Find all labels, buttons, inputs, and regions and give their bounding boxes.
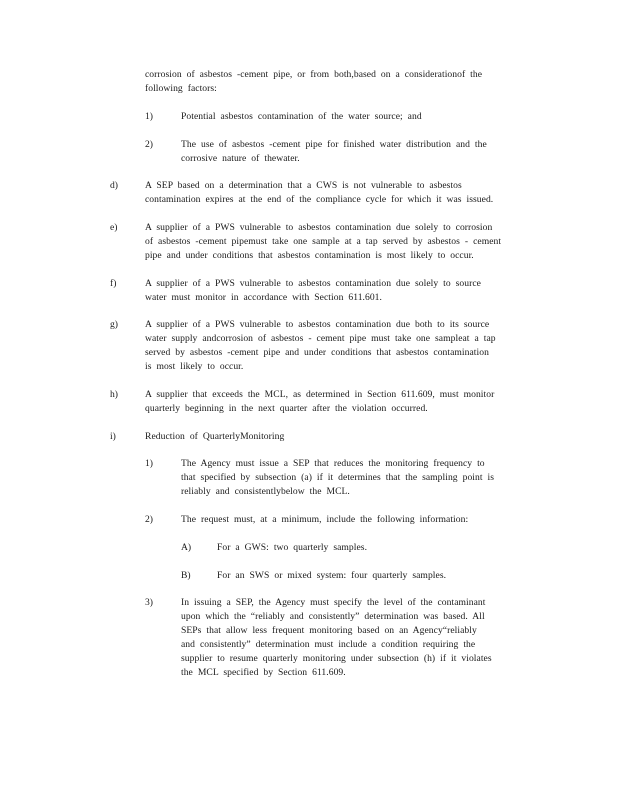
text-line: A supplier of a PWS vulnerable to asbestos contamination due both to its source [145, 319, 490, 330]
paragraph-label: g) [110, 319, 118, 330]
text-line: contamination expires at the end of the compliance cycle for which it was issued. [145, 194, 494, 205]
item-label: 1) [145, 458, 153, 469]
text-line: The Agency must issue a SEP that reduces the monitoring frequency to [181, 458, 485, 469]
text-line: the MCL specified by Section 611.609. [181, 667, 346, 678]
text-line: that specified by subsection (a) if it determines that the sampling point is [181, 472, 495, 483]
item-label: B) [181, 570, 191, 581]
paragraph-label: i) [110, 431, 116, 442]
paragraph-label: h) [110, 389, 118, 400]
text-line: For an SWS or mixed system: four quarterly samples. [217, 570, 447, 581]
text-line: corrosion of asbestos -cement pipe, or from both,based on a considerationof the [145, 69, 483, 80]
text-line: Potential asbestos contamination of the water source; and [181, 111, 422, 122]
text-line: upon which the “reliably and consistently” determination was based. All [181, 611, 485, 622]
text-line: supplier to resume quarterly monitoring under subsection (h) if it violates [181, 653, 492, 664]
text-line: of asbestos -cement pipemust take one sample at a tap served by asbestos - cement [145, 236, 502, 247]
text-line: served by asbestos -cement pipe and under conditions that asbestos contamination [145, 347, 489, 358]
text-line: water supply andcorrosion of asbestos - cement pipe must take one sampleat a tap [145, 333, 496, 344]
text-line: pipe and under conditions that asbestos contamination is most likely to occur. [145, 250, 474, 261]
text-line: quarterly beginning in the next quarter after the violation occurred. [145, 403, 428, 414]
text-line: For a GWS: two quarterly samples. [217, 542, 368, 553]
item-label: 3) [145, 597, 153, 608]
text-line: following factors: [145, 83, 217, 94]
item-label: 2) [145, 139, 153, 150]
text-line: The use of asbestos -cement pipe for finished water distribution and the [181, 139, 487, 150]
text-line: is most likely to occur. [145, 361, 244, 372]
paragraph-label: e) [110, 222, 118, 233]
item-label: 1) [145, 111, 153, 122]
text-line: The request must, at a minimum, include the following information: [181, 514, 469, 525]
text-line: reliably and consistentlybelow the MCL. [181, 486, 350, 497]
text-line: In issuing a SEP, the Agency must specify the level of the contaminant [181, 597, 486, 608]
paragraph-label: d) [110, 180, 118, 191]
text-line: A supplier of a PWS vulnerable to asbestos contamination due solely to corrosion [145, 222, 493, 233]
text-line: water must monitor in accordance with Section 611.601. [145, 292, 382, 303]
text-line: and consistently” determination must include a condition requiring the [181, 639, 476, 650]
paragraph-label: f) [110, 278, 117, 289]
text-line: A SEP based on a determination that a CWS is not vulnerable to asbestos [145, 180, 462, 191]
text-line: corrosive nature of thewater. [181, 153, 300, 164]
item-label: 2) [145, 514, 153, 525]
text-line: SEPs that allow less frequent monitoring based on an Agency“reliably [181, 625, 477, 636]
text-line: A supplier that exceeds the MCL, as determined in Section 611.609, must monitor [145, 389, 495, 400]
section-heading: Reduction of QuarterlyMonitoring [145, 431, 285, 442]
text-line: A supplier of a PWS vulnerable to asbestos contamination due solely to source [145, 278, 481, 289]
item-label: A) [181, 542, 192, 553]
